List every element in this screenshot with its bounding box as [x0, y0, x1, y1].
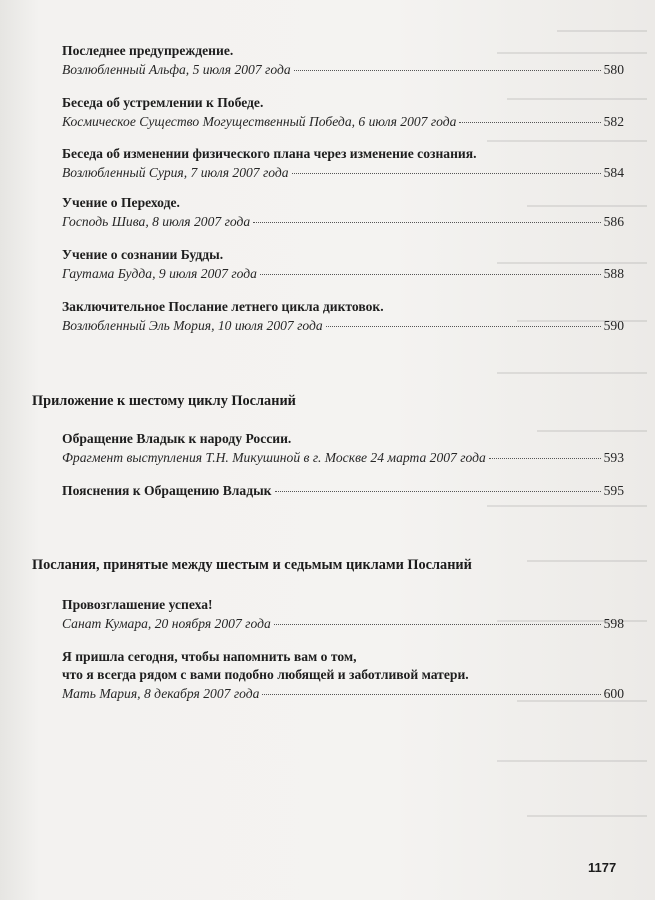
entry-page-number: 598	[603, 616, 624, 631]
entry-page-number: 590	[603, 318, 624, 333]
leader-dots	[459, 122, 600, 123]
entry-author-date: Космическое Существо Могущественный Победа, 6 июля 2007 года	[62, 114, 457, 129]
entry-page-number: 582	[603, 114, 624, 129]
entry-title: Обращение Владык к народу России.	[62, 431, 292, 446]
entry-title: Пояснения к Обращению Владык	[62, 483, 272, 498]
toc-entry[interactable]	[62, 94, 624, 131]
entry-author-date: Возлюбленный Сурия, 7 июля 2007 года	[62, 165, 289, 180]
toc-entry[interactable]	[62, 430, 624, 467]
toc-entry[interactable]	[62, 648, 624, 703]
entry-page-number: 588	[603, 266, 624, 281]
entry-page-number: 580	[603, 62, 624, 77]
entry-title: Провозглашение успеха!	[62, 597, 213, 612]
entry-title-line-2: что я всегда рядом с вами подобно любящей и заботливой матери.	[62, 667, 469, 682]
entry-author-date: Санат Кумара, 20 ноября 2007 года	[62, 616, 271, 631]
leader-dots	[253, 222, 600, 223]
entry-page-number: 595	[603, 483, 624, 498]
entry-author-date: Фрагмент выступления Т.Н. Микушиной в г. Москве 24 марта 2007 года	[62, 450, 486, 465]
entry-title: Учение о Переходе.	[62, 195, 180, 210]
entry-author-date: Возлюбленный Альфа, 5 июля 2007 года	[62, 62, 291, 77]
toc-entry[interactable]	[62, 42, 624, 79]
leader-dots	[274, 624, 601, 625]
leader-dots	[489, 458, 601, 459]
entry-author-date: Господь Шива, 8 июля 2007 года	[62, 214, 251, 229]
toc-entry[interactable]	[62, 298, 624, 335]
leader-dots	[292, 173, 601, 174]
entry-title: Учение о сознании Будды.	[62, 247, 224, 262]
entry-title: Последнее предупреждение.	[62, 43, 234, 58]
toc-entry[interactable]	[62, 481, 624, 500]
entry-title-line-1: Я пришла сегодня, чтобы напомнить вам о том,	[62, 649, 357, 664]
page-folio-number: 1177	[588, 860, 617, 875]
leader-dots	[275, 491, 601, 492]
leader-dots	[262, 694, 600, 695]
entry-page-number: 593	[603, 450, 624, 465]
leader-dots	[326, 326, 601, 327]
entry-author-date: Мать Мария, 8 декабря 2007 года	[62, 686, 260, 701]
entry-page-number: 584	[603, 165, 624, 180]
leader-dots	[294, 70, 601, 71]
entry-title: Заключительное Послание летнего цикла диктовок.	[62, 299, 384, 314]
toc-entry[interactable]	[62, 194, 624, 231]
section-heading-between-cycles: Послания, принятые между шестым и седьмым циклами Посланий	[32, 557, 472, 573]
toc-entry[interactable]	[62, 145, 624, 182]
toc-entry[interactable]	[62, 596, 624, 633]
entry-author-date: Возлюбленный Эль Мория, 10 июля 2007 года	[62, 318, 323, 333]
entry-page-number: 600	[603, 686, 624, 701]
leader-dots	[260, 274, 601, 275]
entry-title: Беседа об устремлении к Победе.	[62, 95, 264, 110]
section-heading-appendix: Приложение к шестому циклу Посланий	[32, 393, 296, 409]
entry-page-number: 586	[603, 214, 624, 229]
toc-entry[interactable]	[62, 246, 624, 283]
entry-author-date: Гаутама Будда, 9 июля 2007 года	[62, 266, 257, 281]
entry-title: Беседа об изменении физического плана через изменение сознания.	[62, 146, 477, 161]
